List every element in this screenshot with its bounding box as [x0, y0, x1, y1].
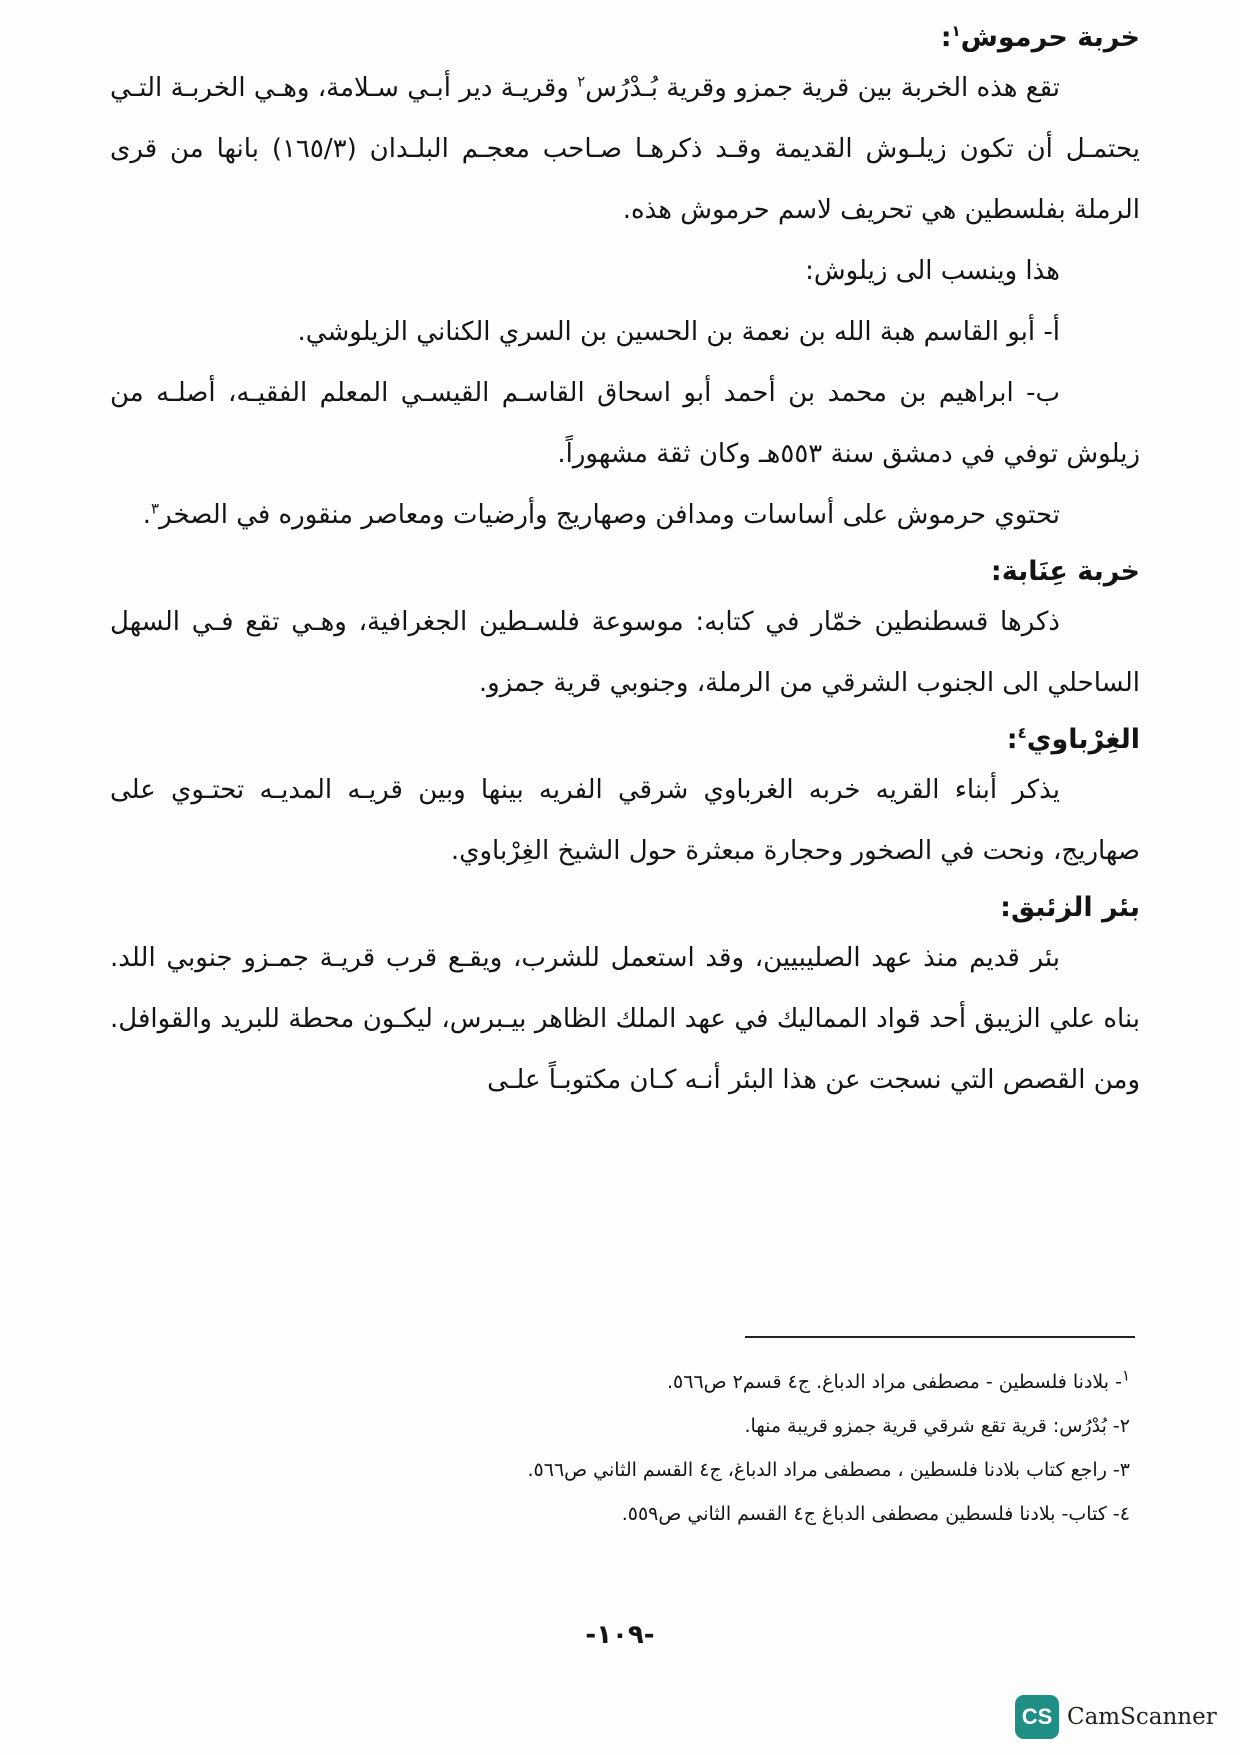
camscanner-watermark	[1015, 1693, 1217, 1741]
paragraph: يذكر أبناء القريه خربه الغرباوي شرقي الفريه بينها وبين قريـه المديـه تحتـوي على صهاريج، ونحت في الصخور وحجارة مبعثرة حول الشيخ الغِرْباوي.	[110, 775, 1140, 866]
paragraph: ذكرها قسطنطين خمّار في كتابه: موسوعة فلسـطين الجغرافية، وهـي تقع فـي السهل الساحلي الى الجنوب الشرقي من الرملة، وجنوبي قرية جمزو.	[110, 607, 1140, 698]
main-text	[110, 18, 1140, 1111]
footnote-item: ٢- بُدْرُس: قرية تقع شرقي قرية جمزو قريبة منها.	[744, 1415, 1130, 1437]
section-gharbawi	[110, 720, 1140, 882]
footnote-item: ٣- راجع كتاب بلادنا فلسطين ، مصطفى مراد الدباغ، ج٤ القسم الثاني ص٥٦٦.	[527, 1459, 1130, 1481]
footnote-marker[interactable]: ٤	[1017, 724, 1027, 742]
footnote-item: ٤- كتاب- بلادنا فلسطين مصطفى الدباغ ج٤ القسم الثاني ص٥٥٩.	[621, 1503, 1130, 1525]
footnote-item: $^١$- بلادنا فلسطين - مصطفى مراد الدباغ. ج٤ قسم٢ ص٥٦٦.	[666, 1366, 1130, 1393]
paragraph: بئر قديم منذ عهد الصليبيين، وقد استعمل للشرب، ويقـع قرب قريـة جمـزو جنوبي اللد. بناه علي الزيبق أحد قواد المماليك في عهد الملك الظاهر بيـبرس، ليكـون محطة للبريد والقوافل. ومن القصص التي نسجت عن هذا البئر أنـه كـان مكتوبـاً علـى	[110, 943, 1140, 1095]
paragraph: تقع هذه الخربة بين قرية جمزو وقرية بُـدْرُس$^٢$ وقريـة دير أبـي سـلامة، وهـي الخربـة التـي يحتمـل أن تكون زيلـوش القديمة وقـد ذكرهـا صـاحب معجـم البلـدان (١٦٥/٣) بانها من قرى الرملة بفلسطين هي تحريف لاسم حرموش هذه.	[110, 72, 1140, 225]
section-khirbet-inaba	[110, 552, 1140, 714]
section-heading: خربة عِنَابة:	[990, 556, 1140, 587]
list-item: ب- ابراهيم بن محمد بن أحمد أبو اسحاق القاسـم القيسـي المعلم الفقيـه، أصلـه من زيلوش توفي في دمشق سنة ٥٥٣هـ وكان ثقة مشهوراً.	[110, 378, 1140, 469]
watermark-text: CamScanner	[1067, 1704, 1217, 1730]
footnotes	[130, 1360, 1130, 1536]
section-khirbet-harmoush	[110, 18, 1140, 546]
camscanner-logo-icon: CS	[1015, 1695, 1059, 1739]
page-number: -١٠٩-	[585, 1620, 655, 1650]
footnote-number: ١	[1121, 1366, 1130, 1385]
paragraph: تحتوي حرموش على أساسات ومدافن وصهاريج وأرضيات ومعاصر منقوره في الصخر$^٣$.	[142, 499, 1060, 530]
section-heading: الغِرْباوي$^٤$:	[1006, 724, 1140, 755]
footnote-divider	[745, 1336, 1135, 1338]
list-item: أ- أبو القاسم هبة الله بن نعمة بن الحسين بن السري الكناني الزيلوشي.	[297, 317, 1060, 347]
section-heading: بئر الزئبق:	[1000, 892, 1140, 923]
footnote-marker[interactable]: ١	[951, 22, 961, 40]
footnote-marker[interactable]: ٢	[577, 72, 586, 91]
footnote-marker[interactable]: ٣	[151, 499, 160, 518]
section-heading: خربة حرموش$^١$:	[940, 22, 1140, 53]
section-bir-zeibaq	[110, 888, 1140, 1111]
paragraph: هذا وينسب الى زيلوش:	[805, 256, 1060, 286]
